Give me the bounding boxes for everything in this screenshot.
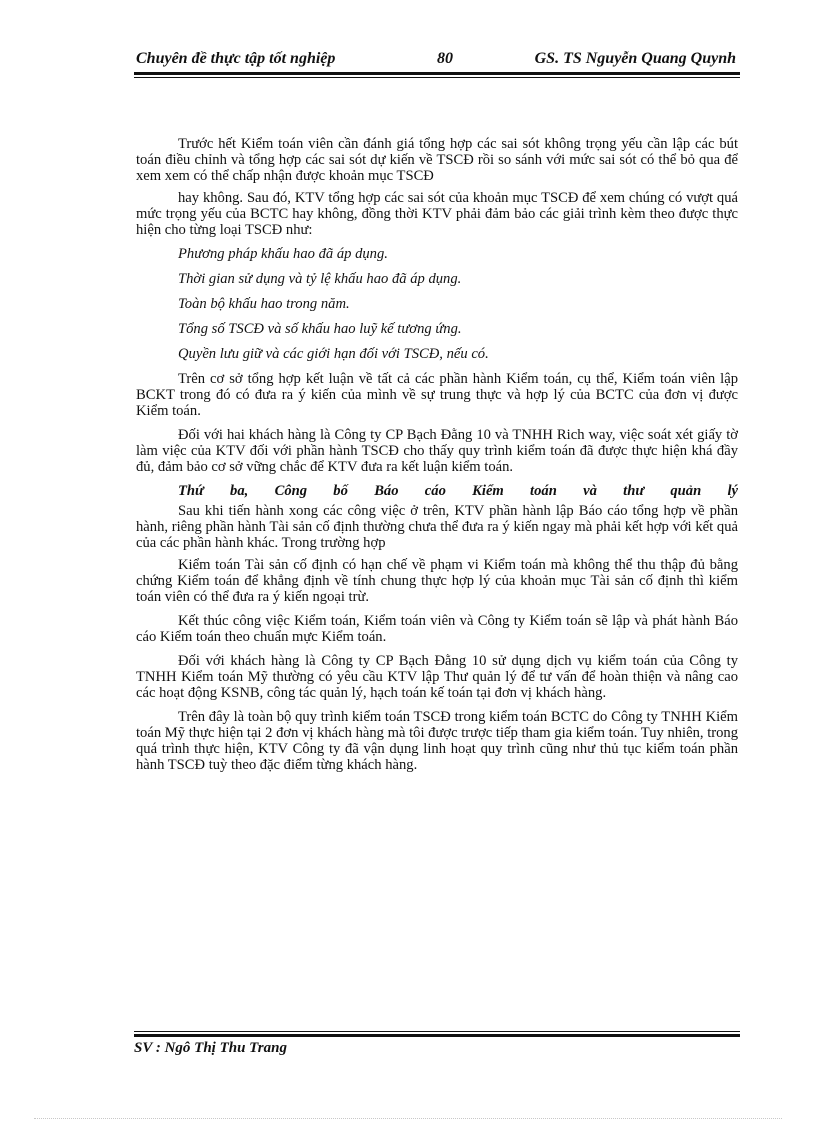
footer-rule-thick [134, 1034, 740, 1037]
paragraph-issue-report: Kết thúc công việc Kiểm toán, Kiểm toán viên và Công ty Kiểm toán sẽ lập và phát hành Báo cáo Kiểm toán theo chuẩn mực Kiểm toán. [136, 613, 738, 645]
list-item: Quyền lưu giữ và các giới hạn đối với TSCĐ, nếu có. [178, 346, 489, 362]
page-header [134, 44, 740, 74]
header-rule-thick [134, 72, 740, 75]
representation-list [136, 246, 738, 362]
paragraph-report-1: Sau khi tiến hành xong các công việc ở trên, KTV phần hành lập Báo cáo tổng hợp về phần hành, riêng phần hành Tài sản cố định thường chưa thể đưa ra ý kiến ngay mà phải kết hợp với kết quả của các phần hành khác. Trong trường hợp [136, 503, 738, 551]
paragraph-closing: Trên đây là toàn bộ quy trình kiểm toán TSCĐ trong kiểm toán BCTC do Công ty TNHH Kiểm toán Mỹ thực hiện tại 2 đơn vị khách hàng mà tôi được trược tiếp tham gia kiểm toán. Tuy nhiên, trong quá trình thực hiện, KTV Công ty đã vận dụng linh hoạt quy trình cũng như thủ tục kiểm toán phần hành TSCĐ tuỳ theo đặc điểm từng khách hàng. [136, 709, 738, 773]
header-rule-thin [134, 77, 740, 78]
paragraph-review: Đối với hai khách hàng là Công ty CP Bạch Đằng 10 và TNHH Rich way, việc soát xét giấy tờ làm việc của KTV đối với phần hành TSCĐ cho thấy quy trình kiểm toán đã được thực hiện khá đầy đủ, đảm bảo cơ sở vững chắc để KTV đưa ra kết luận kiểm toán. [136, 427, 738, 475]
section-heading: Thứ ba, Công bố Báo cáo Kiểm toán và thư quản lý [178, 483, 738, 499]
list-item: Tổng số TSCĐ và số khấu hao luỹ kế tương ứng. [178, 321, 462, 337]
paragraph-management-letter: Đối với khách hàng là Công ty CP Bạch Đằng 10 sử dụng dịch vụ kiểm toán của Công ty TNHH Kiểm toán Mỹ thường có yêu cầu KTV lập Thư quản lý để tư vấn để hoàn thiện và nâng cao các hoạt động KSNB, công tác quản lý, hạch toán kế toán tại đơn vị khách hàng. [136, 653, 738, 701]
paragraph-report-2: Kiểm toán Tài sản cố định có hạn chế về phạm vi Kiểm toán mà không thể thu thập đủ bằng chứng Kiểm toán để khẳng định về tính chung thực hợp lý của khoản mục Tài sản cố định thì kiểm toán viên có thể đưa ra ý kiến ngoại trừ. [136, 557, 738, 605]
page-body [136, 136, 738, 781]
list-item: Thời gian sử dụng và tỷ lệ khấu hao đã áp dụng. [178, 271, 462, 287]
paragraph-conclusion: Trên cơ sở tổng hợp kết luận về tất cả các phần hành Kiểm toán, cụ thể, Kiểm toán viên lập BCKT trong đó có đưa ra ý kiến của mình về sự trung thực và hợp lý của BCTC của đơn vị được Kiểm toán. [136, 371, 738, 419]
list-item: Toàn bộ khấu hao trong năm. [178, 296, 350, 312]
header-author: GS. TS Nguyễn Quang Quynh [534, 50, 736, 67]
paragraph-summary-2: hay không. Sau đó, KTV tổng hợp các sai sót của khoản mục TSCĐ để xem chúng có vượt quá mức trọng yếu của BCTC hay không, đồng thời KTV phải đảm bảo các giải trình kèm theo được thực hiện cho từng loại TSCĐ như: [136, 190, 738, 238]
paragraph-summary-1: Trước hết Kiểm toán viên cần đánh giá tổng hợp các sai sót không trọng yếu cần lập các bút toán điều chỉnh và tổng hợp các sai sót dự kiến về TSCĐ rồi so sánh với mức sai sót có thể bỏ qua để xem xem có thể chấp nhận được khoản mục TSCĐ [136, 136, 738, 184]
footer-student: SV : Ngô Thị Thu Trang [134, 1040, 287, 1056]
footer-rule-thin [134, 1031, 740, 1032]
list-item: Phương pháp khấu hao đã áp dụng. [178, 246, 388, 262]
page-number: 80 [437, 50, 453, 67]
header-title: Chuyên đề thực tập tốt nghiệp [136, 50, 336, 67]
page-bottom-border [34, 1118, 782, 1119]
